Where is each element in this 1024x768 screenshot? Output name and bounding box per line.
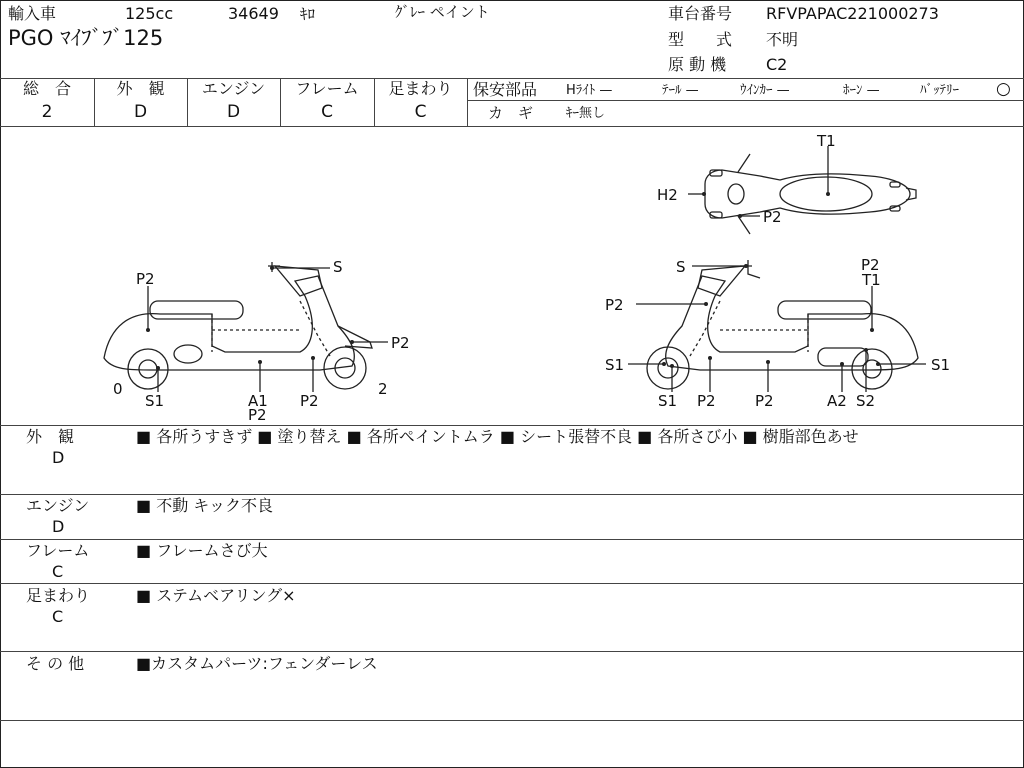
remark-exterior-text: ■ 各所うすきず ■ 塗り替え ■ 各所ペイントムラ ■ シート張替不良 ■ 各所さび小 ■ 樹脂部色あせ (136, 427, 859, 446)
safety-horn: ﾎｰﾝ — (843, 83, 880, 98)
label-top-p2: P2 (763, 208, 782, 226)
grade-exterior-value: D (133, 102, 148, 122)
frame-no-label: 車台番号 (668, 4, 733, 23)
grade-overall-label: 総 合 (22, 79, 71, 98)
label-left-p2-top: P2 (136, 270, 155, 288)
remark-engine-label: エンジン (26, 496, 90, 515)
divider (0, 651, 1024, 652)
label-right-p2-b2: P2 (755, 392, 774, 410)
remark-suspension-grade: C (52, 607, 64, 626)
label-left-s1: S1 (145, 392, 165, 410)
label-left-zero: 0 (113, 380, 123, 398)
label-left-a1: A1 (248, 392, 268, 410)
type-label: 型 式 (668, 30, 733, 49)
remark-engine-grade: D (52, 517, 65, 536)
label-right-s1-left: S1 (605, 356, 625, 374)
remark-frame-label: フレーム (26, 541, 90, 560)
label-left-p2-bottom: P2 (300, 392, 319, 410)
divider (467, 78, 468, 126)
remark-suspension-label: 足まわり (26, 586, 91, 605)
grade-exterior-label: 外 観 (116, 79, 165, 98)
leader-lines (148, 146, 926, 392)
remark-engine-text: ■ 不動 キック不良 (136, 496, 273, 515)
displacement: 125cc (125, 4, 174, 23)
grade-engine-value: D (226, 102, 241, 122)
label-top-h2: H2 (657, 186, 678, 204)
safety-battery: ﾊﾞｯﾃﾘｰ (920, 83, 959, 98)
label-right-t1-top: T1 (862, 271, 881, 289)
mileage: 34649 (228, 4, 279, 23)
grade-engine-label: エンジン (201, 79, 266, 98)
divider (0, 494, 1024, 495)
label-left-s: S (333, 258, 343, 276)
mileage-unit: ｷﾛ (300, 5, 316, 23)
remark-suspension-text: ■ ステムベアリング× (136, 586, 296, 605)
divider (0, 425, 1024, 426)
label-left-p2-right: P2 (391, 334, 410, 352)
grade-suspension-label: 足まわり (388, 79, 453, 98)
label-right-p2-top: P2 (861, 256, 880, 274)
frame-no-value: RFVPAPAC221000273 (766, 4, 939, 23)
remark-other-label: そ の 他 (26, 654, 85, 673)
model-name: PGO ﾏｲﾌﾞﾌﾞ125 (8, 26, 164, 50)
safety-headlight: Hﾗｲﾄ — (566, 83, 613, 98)
grade-suspension-value: C (414, 102, 427, 122)
label-right-s1-bottom: S1 (658, 392, 678, 410)
color-value: ｸﾞﾚｰ ペイント (395, 3, 490, 21)
scooter-top-view (705, 154, 916, 234)
key-value: ｷｰ無し (566, 106, 606, 121)
engine-model-value: C2 (766, 55, 788, 74)
divider (467, 100, 1024, 101)
grade-overall-value: 2 (41, 102, 53, 122)
safety-winker: ｳｲﾝｶｰ — (740, 83, 790, 98)
safety-label: 保安部品 (473, 80, 538, 99)
label-left-two: 2 (378, 380, 388, 398)
key-label: カ ギ (488, 104, 534, 122)
label-right-p2-b1: P2 (697, 392, 716, 410)
label-right-s: S (676, 258, 686, 276)
damage-diagram (0, 126, 1024, 426)
battery-ok-mark: ○ (996, 79, 1011, 99)
label-left-a1-p2: P2 (248, 406, 267, 424)
remark-frame-text: ■ フレームさび大 (136, 541, 268, 560)
divider (0, 539, 1024, 540)
label-right-a2: A2 (827, 392, 847, 410)
grade-frame-label: フレーム (295, 79, 359, 98)
remark-other-text: ■カスタムパーツ:フェンダーレス (136, 654, 378, 673)
label-right-s1-right: S1 (931, 356, 951, 374)
safety-taillight: ﾃｰﾙ — (662, 83, 699, 98)
remark-exterior-grade: D (52, 448, 65, 467)
label-right-p2-left: P2 (605, 296, 624, 314)
divider (0, 583, 1024, 584)
divider (0, 720, 1024, 721)
remark-frame-grade: C (52, 562, 64, 581)
import-label: 輸入車 (8, 4, 57, 23)
type-value: 不明 (766, 30, 799, 49)
grade-frame-value: C (321, 102, 333, 122)
label-right-s2: S2 (856, 392, 876, 410)
label-top-t1: T1 (817, 132, 836, 150)
engine-model-label: 原 動 機 (668, 55, 727, 74)
remark-exterior-label: 外 観 (26, 427, 75, 446)
